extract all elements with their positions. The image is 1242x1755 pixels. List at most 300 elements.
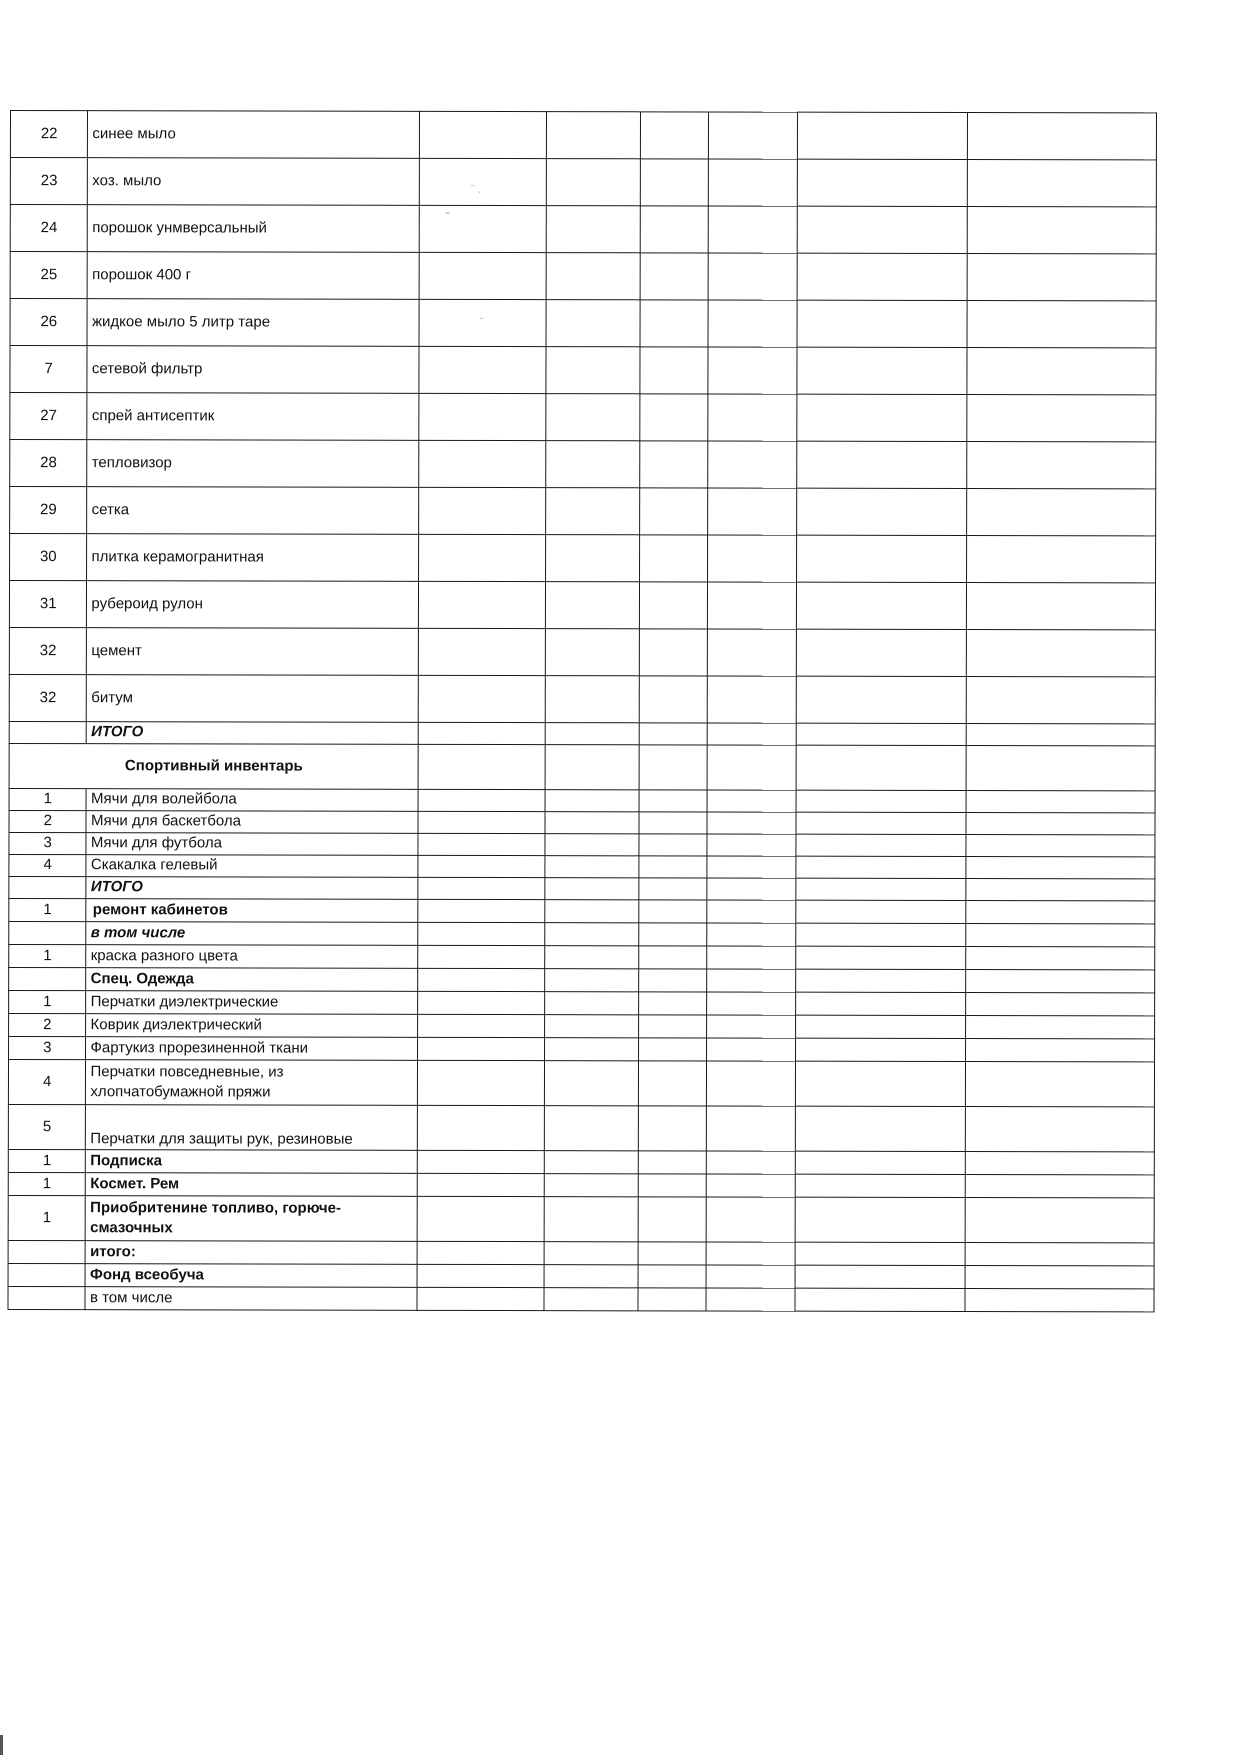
empty-cell [796, 676, 966, 723]
empty-cell [966, 724, 1155, 746]
empty-cell [545, 790, 639, 812]
empty-cell [706, 1151, 795, 1174]
item-name: жидкое мыло 5 литр таре [87, 299, 419, 347]
empty-cell [418, 1105, 545, 1150]
empty-cell [418, 833, 545, 855]
empty-cell [966, 791, 1155, 813]
empty-cell [639, 629, 708, 676]
empty-cell [965, 993, 1154, 1016]
empty-cell [706, 1197, 795, 1242]
empty-cell [795, 1197, 965, 1242]
empty-cell [638, 1038, 706, 1061]
row-number: 1 [8, 1195, 86, 1240]
empty-cell [640, 441, 709, 488]
empty-cell [796, 923, 966, 946]
row-number: 3 [9, 1036, 87, 1059]
empty-cell [707, 1015, 796, 1038]
empty-cell [797, 300, 967, 347]
item-name: тепловизор [87, 440, 419, 488]
empty-cell [707, 900, 796, 923]
scan-edge-mark [0, 1735, 3, 1755]
empty-cell [638, 1061, 707, 1106]
empty-cell [966, 677, 1155, 724]
including-label: в том числе [85, 1287, 417, 1311]
empty-cell [639, 946, 707, 969]
empty-cell [795, 946, 965, 969]
empty-cell [546, 488, 640, 535]
empty-cell [418, 968, 545, 991]
empty-cell [640, 300, 709, 347]
empty-cell [419, 628, 546, 675]
item-name: цемент [87, 628, 419, 676]
empty-cell [795, 1288, 965, 1311]
empty-cell [419, 675, 546, 722]
empty-cell [419, 346, 546, 393]
empty-cell [638, 969, 706, 992]
empty-cell [796, 812, 966, 834]
row-number: 22 [10, 111, 88, 158]
empty-cell [708, 253, 797, 300]
fund-label: Фонд всеобуча [86, 1264, 418, 1288]
empty-cell [707, 812, 796, 834]
empty-cell [795, 992, 965, 1015]
empty-cell [418, 1037, 545, 1060]
item-name: Космет. Рем [86, 1173, 418, 1197]
empty-cell [544, 1242, 638, 1265]
row-number: 4 [8, 1059, 86, 1104]
empty-cell [707, 745, 796, 790]
empty-cell [639, 535, 708, 582]
empty-cell [640, 253, 709, 300]
empty-cell [639, 923, 707, 946]
table-row [9, 788, 1155, 812]
table-row [9, 854, 1155, 878]
empty-cell [966, 630, 1155, 677]
item-name: порошок 400 г [88, 252, 420, 300]
empty-cell [545, 1061, 639, 1106]
empty-cell [795, 1265, 965, 1288]
empty-cell [967, 113, 1156, 160]
empty-cell [546, 253, 640, 300]
item-name: краска разного цвета [86, 945, 418, 969]
item-name: битум [87, 675, 419, 723]
total-row [8, 1240, 1154, 1265]
empty-cell [419, 744, 546, 789]
item-name: рубероид рулон [87, 581, 419, 629]
section-heading-row [9, 967, 1155, 992]
empty-cell [707, 969, 796, 992]
empty-cell [965, 1289, 1154, 1312]
empty-cell [795, 1061, 965, 1106]
table-row [10, 158, 1156, 207]
empty-cell [420, 158, 547, 205]
empty-cell [418, 945, 545, 968]
empty-cell [707, 676, 796, 723]
empty-cell [965, 1243, 1154, 1266]
row-number: 1 [9, 990, 87, 1013]
empty-cell [418, 1196, 545, 1241]
empty-cell [639, 900, 707, 923]
empty-cell [8, 1240, 86, 1263]
empty-cell [965, 1266, 1154, 1289]
empty-cell [965, 1152, 1154, 1175]
empty-cell [545, 856, 639, 878]
row-number: 3 [9, 832, 87, 854]
empty-cell [638, 1106, 707, 1151]
empty-cell [546, 582, 640, 629]
table-row [10, 393, 1156, 442]
empty-cell [639, 723, 707, 745]
empty-cell [638, 992, 706, 1015]
empty-cell [708, 582, 797, 629]
empty-cell [546, 206, 640, 253]
empty-cell [418, 855, 545, 877]
table-row [9, 921, 1155, 946]
empty-cell [707, 723, 796, 745]
row-number: 7 [10, 346, 88, 393]
table-row [9, 832, 1155, 856]
total-row [9, 721, 1155, 745]
empty-cell [418, 899, 545, 922]
table-row [8, 1059, 1154, 1106]
empty-cell [419, 487, 546, 534]
empty-cell [708, 488, 797, 535]
row-number: 30 [10, 534, 88, 581]
table-row [8, 1149, 1154, 1174]
row-number: 31 [9, 581, 87, 628]
table-row [9, 627, 1155, 676]
empty-cell [797, 112, 967, 159]
row-number: 1 [9, 788, 87, 810]
empty-cell [796, 629, 966, 676]
row-number: 24 [10, 205, 88, 252]
empty-cell [546, 394, 640, 441]
empty-cell [709, 112, 798, 159]
empty-cell [9, 876, 87, 898]
empty-cell [545, 992, 639, 1015]
empty-cell [797, 159, 967, 206]
empty-cell [9, 921, 87, 944]
item-name: Перчатки повседневные, из хлопчатобумажной пряжи [86, 1060, 418, 1106]
empty-cell [638, 1151, 706, 1174]
empty-cell [796, 582, 966, 629]
total-label: ИТОГО [87, 722, 419, 745]
empty-cell [546, 347, 640, 394]
table-row [10, 346, 1156, 395]
empty-cell [966, 924, 1155, 947]
empty-cell [545, 812, 639, 834]
empty-cell [796, 488, 966, 535]
empty-cell [707, 923, 796, 946]
empty-cell [707, 856, 796, 878]
item-name: ремонт кабинетов [86, 899, 418, 923]
empty-cell [545, 834, 639, 856]
row-number: 29 [10, 487, 88, 534]
empty-cell [796, 856, 966, 878]
empty-cell [544, 1174, 638, 1197]
empty-cell [795, 1015, 965, 1038]
item-name: Перчатки для защиты рук, резиновые [86, 1105, 418, 1151]
empty-cell [795, 1106, 965, 1151]
table-row [9, 1036, 1155, 1061]
empty-cell [545, 923, 639, 946]
row-number: 4 [9, 854, 87, 876]
empty-cell [545, 1151, 639, 1174]
row-number: 5 [8, 1104, 86, 1149]
empty-cell [966, 746, 1155, 791]
empty-cell [797, 253, 967, 300]
empty-cell [707, 1038, 796, 1061]
table-row [9, 581, 1155, 630]
empty-cell [544, 1288, 638, 1311]
empty-cell [967, 160, 1156, 207]
table-row [9, 944, 1155, 969]
table-row [8, 1263, 1154, 1288]
empty-cell [706, 1174, 795, 1197]
section-heading-sports: Спортивный инвентарь [9, 743, 419, 789]
empty-cell [419, 440, 546, 487]
empty-cell [966, 489, 1155, 536]
empty-cell [640, 159, 709, 206]
empty-cell [417, 1287, 544, 1310]
row-number: 1 [9, 898, 87, 921]
empty-cell [966, 879, 1155, 901]
empty-cell [418, 1014, 545, 1037]
section-heading-row [9, 743, 1155, 790]
empty-cell [708, 206, 797, 253]
empty-cell [967, 348, 1156, 395]
empty-cell [418, 877, 545, 899]
row-number: 32 [9, 627, 87, 674]
empty-cell [640, 206, 709, 253]
empty-cell [545, 946, 639, 969]
empty-cell [544, 1197, 638, 1242]
item-name: сетка [87, 487, 419, 535]
item-name: Подписка [86, 1150, 418, 1174]
item-name: синее мыло [88, 111, 420, 159]
item-name: Мячи для футбола [86, 833, 418, 856]
total-row [9, 876, 1155, 900]
row-number: 26 [10, 299, 88, 346]
section-heading-workwear: Спец. Одежда [86, 968, 418, 992]
empty-cell [796, 745, 966, 790]
total-label: ИТОГО [86, 877, 418, 900]
items-table [7, 110, 1157, 1312]
empty-cell [418, 922, 545, 945]
empty-cell [708, 300, 797, 347]
empty-cell [639, 582, 708, 629]
empty-cell [709, 159, 798, 206]
empty-cell [639, 745, 708, 790]
row-number: 27 [10, 393, 88, 440]
empty-cell [797, 394, 967, 441]
empty-cell [967, 207, 1156, 254]
empty-cell [707, 834, 796, 856]
empty-cell [708, 535, 797, 582]
empty-cell [419, 393, 546, 440]
empty-cell [545, 1106, 639, 1151]
empty-cell [639, 834, 707, 856]
empty-cell [638, 1015, 706, 1038]
empty-cell [546, 300, 640, 347]
row-number: 23 [10, 158, 88, 205]
table-row [9, 990, 1155, 1015]
table-row [10, 205, 1156, 254]
empty-cell [708, 347, 797, 394]
empty-cell [640, 347, 709, 394]
empty-cell [707, 946, 796, 969]
empty-cell [420, 252, 547, 299]
total-label: итого: [86, 1241, 418, 1265]
empty-cell [8, 1263, 86, 1286]
empty-cell [707, 1106, 796, 1151]
empty-cell [639, 856, 707, 878]
empty-cell [9, 967, 87, 990]
empty-cell [967, 301, 1156, 348]
empty-cell [796, 535, 966, 582]
empty-cell [708, 394, 797, 441]
empty-cell [966, 857, 1155, 879]
empty-cell [640, 394, 709, 441]
empty-cell [965, 947, 1154, 970]
empty-cell [418, 1060, 545, 1105]
empty-cell [706, 1265, 795, 1288]
empty-cell [965, 1198, 1154, 1243]
item-name: плитка керамогранитная [87, 534, 419, 582]
empty-cell [418, 1150, 545, 1173]
item-name: спрей антисептик [87, 393, 419, 441]
row-number: 1 [9, 944, 87, 967]
empty-cell [965, 1107, 1154, 1152]
empty-cell [8, 1286, 86, 1309]
item-name: Мячи для баскетбола [86, 811, 418, 834]
empty-cell [966, 442, 1155, 489]
empty-cell [795, 1151, 965, 1174]
item-name: Скакалка гелевый [86, 855, 418, 878]
table-row [8, 1172, 1154, 1197]
item-name: сетевой фильтр [87, 346, 419, 394]
empty-cell [708, 441, 797, 488]
empty-cell [796, 878, 966, 900]
empty-cell [707, 992, 796, 1015]
empty-cell [707, 878, 796, 900]
empty-cell [639, 488, 708, 535]
scan-speck: ⁼ [445, 210, 451, 221]
empty-cell [707, 790, 796, 812]
including-label: в том числе [86, 922, 418, 946]
scan-speck: ˗ [480, 312, 484, 323]
item-name: хоз. мыло [88, 158, 420, 206]
item-name: Коврик диэлектрический [86, 1014, 418, 1038]
table-row [8, 1195, 1154, 1242]
empty-cell [795, 1174, 965, 1197]
row-number: 1 [8, 1149, 86, 1172]
empty-cell [638, 1288, 706, 1311]
empty-cell [795, 1038, 965, 1061]
empty-cell [638, 1197, 707, 1242]
table-row [10, 440, 1156, 489]
empty-cell [639, 790, 707, 812]
table-row [10, 111, 1156, 160]
empty-cell [546, 535, 640, 582]
empty-cell [967, 395, 1156, 442]
empty-cell [640, 112, 709, 159]
table-row [8, 1286, 1154, 1311]
empty-cell [547, 159, 641, 206]
empty-cell [419, 581, 546, 628]
row-number: 1 [8, 1172, 86, 1195]
empty-cell [420, 205, 547, 252]
empty-cell [638, 1242, 706, 1265]
empty-cell [418, 811, 545, 833]
table-row [9, 1013, 1155, 1038]
table-row [9, 810, 1155, 834]
item-name: Приобритенине топливо, горюче-смазочных [86, 1196, 418, 1242]
empty-cell [639, 878, 707, 900]
empty-cell [708, 629, 797, 676]
empty-cell [639, 812, 707, 834]
scan-speck: ⁻ ˎ [470, 183, 482, 194]
table-row [10, 534, 1156, 583]
empty-cell [796, 790, 966, 812]
empty-cell [545, 745, 639, 790]
empty-cell [966, 901, 1155, 924]
empty-cell [419, 722, 546, 744]
empty-cell [706, 1288, 795, 1311]
empty-cell [796, 723, 966, 745]
empty-cell [795, 1242, 965, 1265]
empty-cell [545, 676, 639, 723]
empty-cell [796, 834, 966, 856]
table-row [8, 1104, 1154, 1151]
empty-cell [965, 1039, 1154, 1062]
row-number: 2 [9, 810, 87, 832]
empty-cell [418, 1264, 545, 1287]
empty-cell [797, 347, 967, 394]
empty-cell [965, 1062, 1154, 1107]
empty-cell [418, 991, 545, 1014]
empty-cell [545, 1015, 639, 1038]
row-number: 2 [9, 1013, 87, 1036]
empty-cell [545, 723, 639, 745]
empty-cell [545, 1038, 639, 1061]
empty-cell [967, 254, 1156, 301]
item-name: Фартукиз прорезиненной ткани [86, 1037, 418, 1061]
empty-cell [965, 1016, 1154, 1039]
table-row [10, 299, 1156, 348]
empty-cell [966, 813, 1155, 835]
empty-cell [796, 900, 966, 923]
empty-cell [420, 111, 547, 158]
table-row [10, 252, 1156, 301]
table-row [9, 898, 1155, 923]
empty-cell [795, 969, 965, 992]
empty-cell [797, 206, 967, 253]
table-row [10, 487, 1156, 536]
empty-cell [419, 789, 546, 811]
empty-cell [966, 583, 1155, 630]
empty-cell [638, 1265, 706, 1288]
empty-cell [639, 676, 708, 723]
empty-cell [546, 441, 640, 488]
empty-cell [545, 878, 639, 900]
empty-cell [796, 441, 966, 488]
row-number: 28 [10, 440, 88, 487]
empty-cell [966, 835, 1155, 857]
empty-cell [418, 1173, 545, 1196]
empty-cell [707, 1061, 796, 1106]
item-name: порошок унмверсальный [88, 205, 420, 253]
